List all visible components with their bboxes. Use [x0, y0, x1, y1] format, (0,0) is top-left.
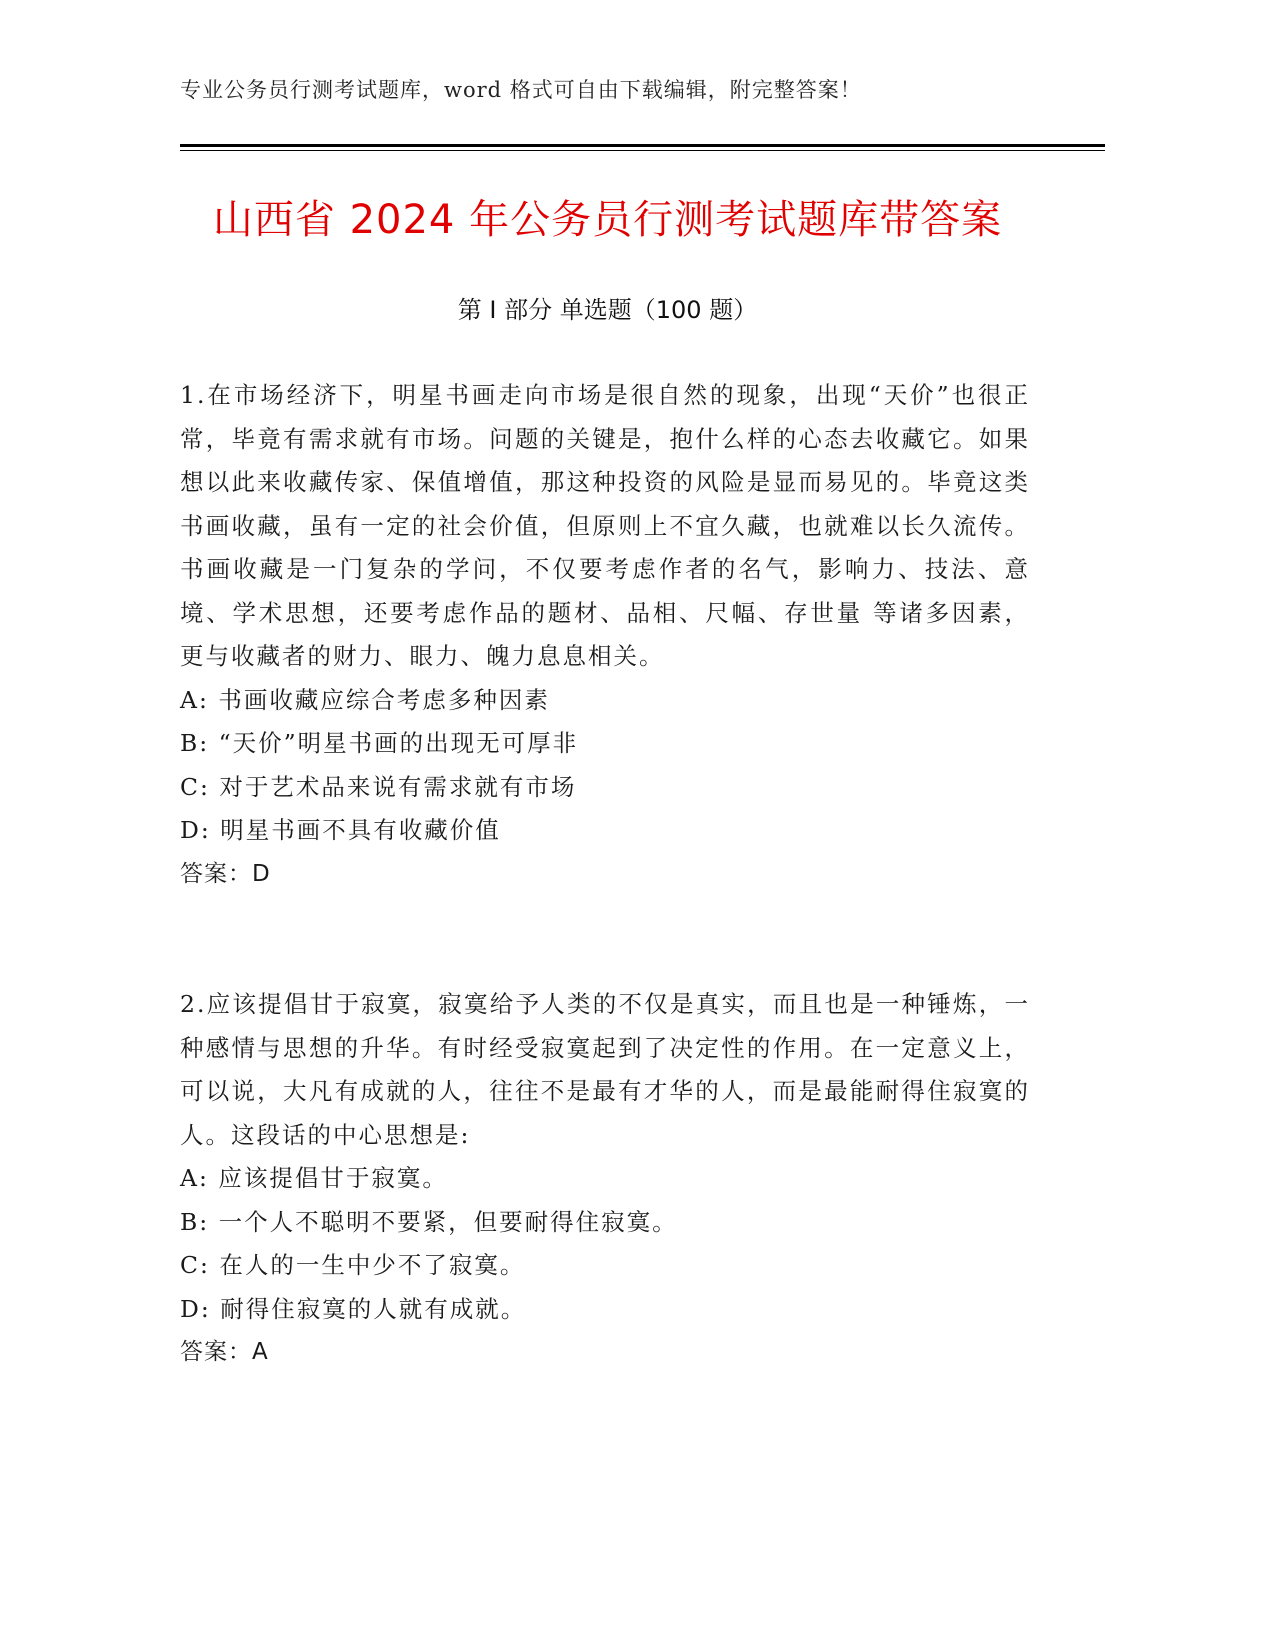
document-title: 山西省 2024 年公务员行测考试题库带答案 — [212, 197, 1003, 243]
option-c: C: 在人的一生中少不了寂寞。 — [180, 1251, 526, 1279]
option-c: C: 对于艺术品来说有需求就有市场 — [180, 772, 577, 801]
option-d: D: 明星书画不具有收藏价值 — [180, 816, 501, 844]
question-stem: 2.应该提倡甘于寂寞，寂寞给予人类的不仅是真实，而且也是一种锤炼，一种感情与思想的升华。有时经受寂寞起到了决定性的作用。在一定意义上，可以说，大凡有成就的人，往往不是最有才华的人，而是最能耐得住寂寞的人。这段话的中心思想是: — [180, 990, 1030, 1149]
header-divider-thin — [180, 150, 1105, 151]
answer: 答案：D — [180, 860, 271, 887]
option-b: B: “天价”明星书画的出现无可厚非 — [180, 729, 579, 757]
question-1 — [180, 374, 1030, 896]
option-d: D: 耐得住寂寞的人就有成就。 — [180, 1294, 527, 1323]
question-2 — [180, 983, 1030, 1375]
option-a: A: 书画收藏应综合考虑多种因素 — [180, 685, 550, 714]
answer: 答案：A — [180, 1339, 269, 1365]
option-a: A: 应该提倡甘于寂寞。 — [180, 1164, 448, 1192]
question-stem: 1.在市场经济下，明星书画走向市场是很自然的现象，出现“天价”也很正常，毕竟有需求就有市场。问题的关键是，抱什么样的心态去收藏它。如果想以此来收藏传家、保值增值，那这种投资的风险是显而易见的。毕竟这类书画收藏，虽有一定的社会价值，但原则上不宜久藏，也就难以长久流传。书画收藏是一门复杂的学问，不仅要考虑作者的名气，影响力、技法、意境、学术思想，还要考虑作品的题材、品相、尺幅、存世量 等诸多因素，更与收藏者的财力、眼力、魄力息息相关。 — [180, 381, 1030, 670]
header-divider-thick — [180, 144, 1105, 147]
header-note: 专业公务员行测考试题库，word 格式可自由下载编辑，附完整答案！ — [180, 78, 862, 102]
section-title: 第 I 部分 单选题（100 题） — [457, 296, 758, 324]
option-b: B: 一个人不聪明不要紧，但要耐得住寂寞。 — [180, 1207, 678, 1236]
